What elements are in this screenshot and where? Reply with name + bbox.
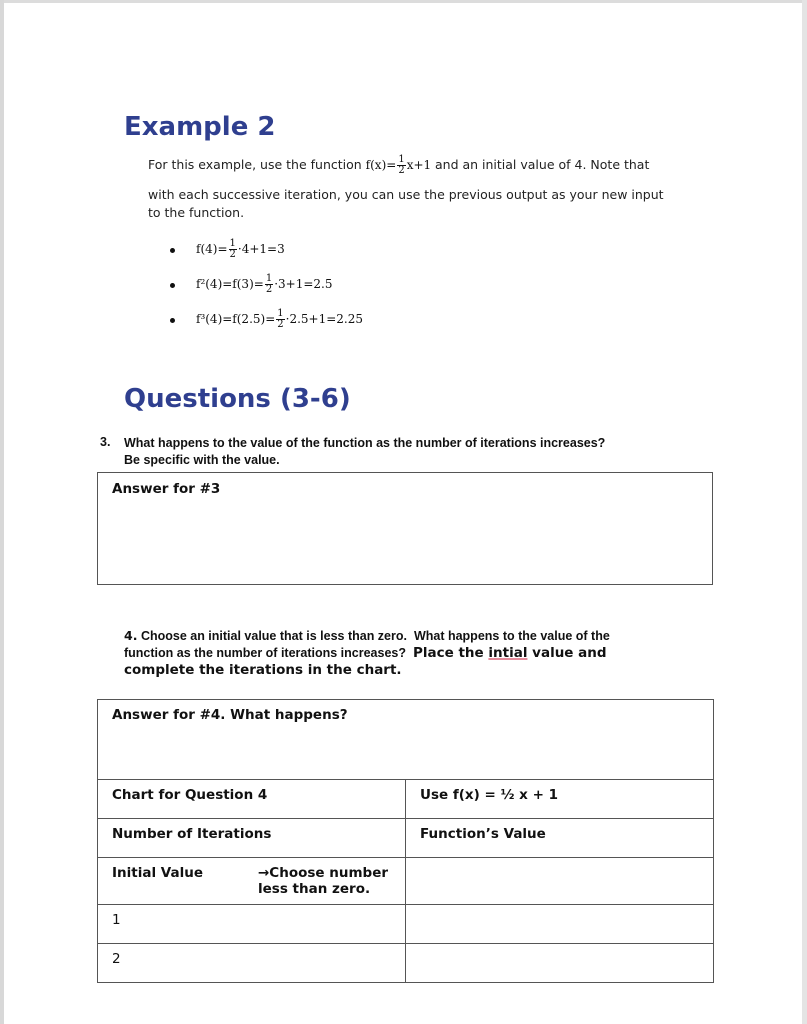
answer-3-box[interactable]: [97, 472, 713, 585]
column-header-iterations: Number of Iterations: [98, 819, 406, 858]
intro-text-after: and an initial value of 4. Note that: [434, 157, 650, 172]
iteration-number-cell: 1: [98, 905, 406, 944]
answer-3-label: Answer for #3: [112, 481, 221, 497]
iteration-rhs: ·3+1=2.5: [274, 277, 333, 291]
fraction-numerator: 1: [265, 273, 273, 284]
example-intro-line2: with each successive iteration, you can use the previous output as your new input: [148, 187, 664, 202]
iteration-lhs: f²(4)=f(3)=: [196, 277, 264, 291]
hint-line-2: less than zero.: [258, 881, 371, 897]
question-3-line1: What happens to the value of the function as the number of iterations increases?: [124, 436, 606, 450]
iteration-row-2: [98, 944, 714, 983]
iteration-rhs: ·4+1=3: [237, 242, 285, 256]
page-right-border: [802, 0, 807, 1024]
initial-value-cell: [98, 858, 406, 905]
question-4-text-a: Choose an initial value that is less than zero.: [140, 629, 407, 643]
question-4-line1: [124, 628, 714, 644]
answer-4-label: Answer for #4. What happens?: [112, 707, 348, 723]
question-4-chart: [97, 699, 714, 983]
iteration-rhs: ·2.5+1=2.25: [285, 312, 363, 326]
initial-value-hint: [258, 865, 388, 897]
chart-header-row: [98, 819, 714, 858]
iteration-row-1: [98, 905, 714, 944]
iteration-list: [170, 232, 363, 337]
iteration-lhs: f(4)=: [196, 242, 228, 256]
iteration-fraction: [229, 239, 237, 260]
fraction-numerator: 1: [398, 154, 405, 165]
iteration-value-cell[interactable]: [406, 905, 714, 944]
fraction-denominator: 2: [265, 284, 273, 295]
function-lhs: f(x)=: [365, 158, 397, 172]
answer-4-row: [98, 700, 714, 780]
iteration-expression-2: [196, 274, 332, 295]
iteration-item-3: [170, 302, 363, 337]
iteration-fraction: [265, 274, 273, 295]
iteration-item-1: [170, 232, 363, 267]
function-cell: Use f(x) = ½ x + 1: [406, 780, 714, 819]
question-4-text-c: function as the number of iterations increases?: [124, 646, 407, 660]
page-left-border: [0, 0, 4, 1024]
fraction-numerator: 1: [229, 238, 236, 249]
question-4-line3: complete the iterations in the chart.: [124, 662, 402, 678]
intro-text-before: For this example, use the function: [148, 157, 362, 172]
column-header-value: Function’s Value: [406, 819, 714, 858]
page-top-border: [0, 0, 807, 3]
chart-title-cell: Chart for Question 4: [98, 780, 406, 819]
hint-line-1: →Choose number: [258, 865, 389, 881]
questions-heading: Questions (3-6): [124, 384, 351, 414]
fraction-denominator: 2: [229, 249, 236, 260]
example-heading: Example 2: [124, 112, 276, 142]
function-fraction: [397, 155, 405, 176]
fraction-numerator: 1: [277, 308, 284, 319]
question-4-text-b: What happens to the value of the: [413, 629, 610, 643]
answer-4-cell[interactable]: [98, 700, 714, 780]
example-intro: [148, 155, 708, 176]
misspelled-word: intial: [488, 645, 528, 661]
initial-value-row: [98, 858, 714, 905]
question-3-number: 3.: [100, 435, 111, 449]
iteration-number-cell: 2: [98, 944, 406, 983]
chart-title-row: [98, 780, 714, 819]
bullet-dot: [170, 248, 175, 253]
iteration-value-cell[interactable]: [406, 944, 714, 983]
initial-value-answer-cell[interactable]: [406, 858, 714, 905]
instruction-part-b: value and: [532, 645, 607, 661]
bullet-dot: [170, 318, 175, 323]
iteration-fraction: [276, 309, 284, 330]
bullet-dot: [170, 283, 175, 288]
question-4-instruction: [413, 645, 607, 661]
question-4-line2: [124, 645, 724, 661]
question-3-line2: Be specific with the value.: [124, 453, 280, 467]
initial-value-content: [112, 865, 391, 897]
iteration-item-2: [170, 267, 363, 302]
initial-value-label: Initial Value: [112, 865, 203, 881]
iteration-expression-3: [196, 309, 363, 330]
intro-function: [365, 154, 435, 176]
fraction-denominator: 2: [398, 165, 405, 176]
function-rhs: x+1: [406, 158, 432, 172]
iteration-lhs: f³(4)=f(2.5)=: [196, 312, 276, 326]
iteration-expression-1: [196, 239, 285, 260]
example-intro-line3: to the function.: [148, 205, 245, 220]
fraction-denominator: 2: [277, 319, 284, 330]
instruction-part-a: Place the: [412, 645, 484, 661]
question-4-number: 4.: [124, 628, 138, 643]
